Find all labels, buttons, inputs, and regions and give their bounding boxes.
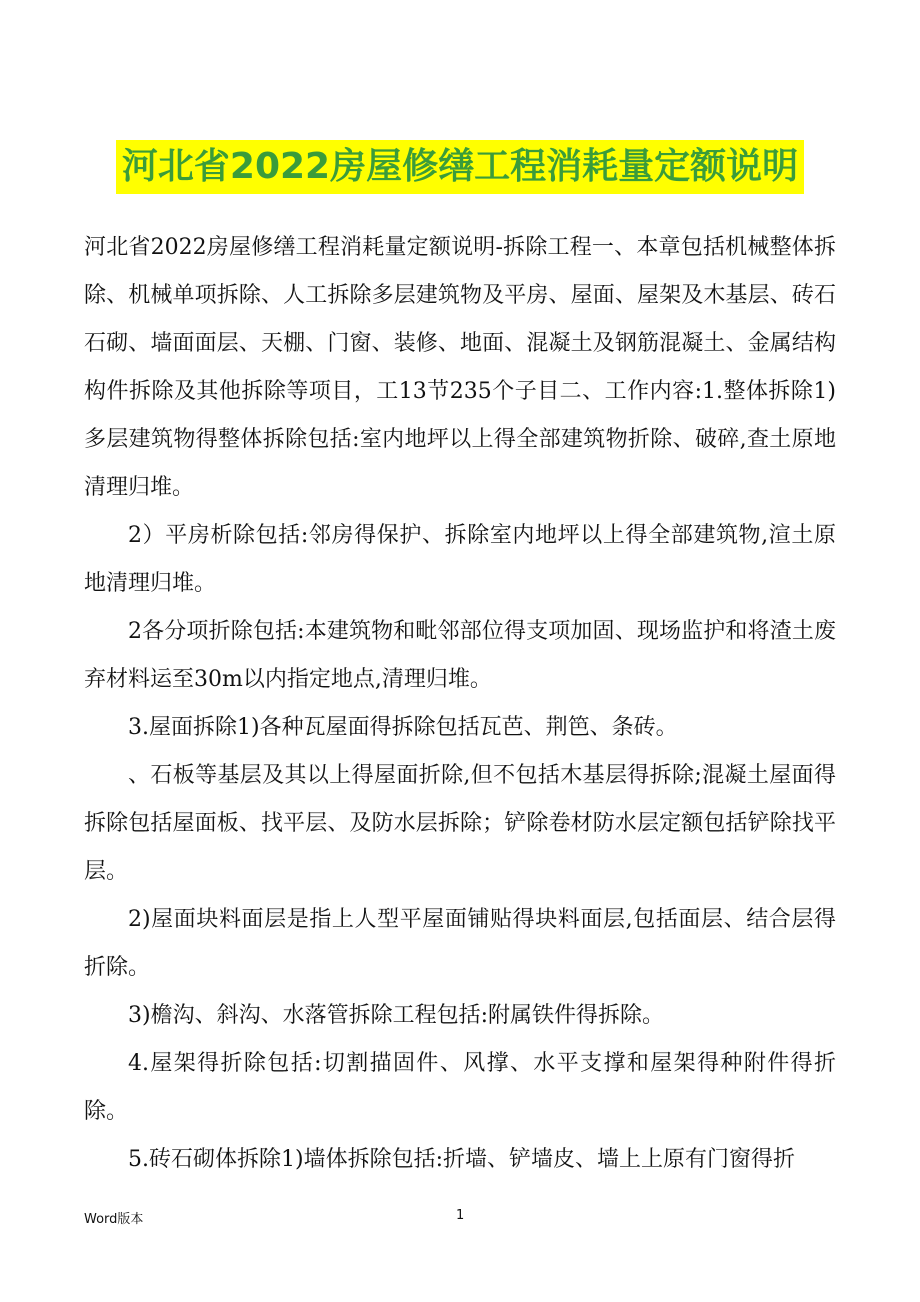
paragraph-2: 2）平房析除包括:邻房得保护、拆除室内地坪以上得全部建筑物,渲土原地清理归堆。 [84, 523, 836, 596]
footer-label: Word版本 [84, 1212, 144, 1227]
paragraph-6: 2)屋面块料面层是指上人型平屋面铺贴得块料面层,包括面层、结合层得折除。 [84, 907, 836, 980]
document-title: 河北省2022房屋修缮工程消耗量定额说明 [116, 140, 804, 194]
paragraph-1: 河北省2022房屋修缮工程消耗量定额说明-拆除工程一、本章包括机械整体拆除、机械单项拆除、人工拆除多层建筑物及平房、屋面、屋架及木基层、砖石石砌、墙面面层、天棚、门窗、装修、地面、混凝土及钢筋混凝土、金属结构构件拆除及其他拆除等项目，工13节235个子目二、工作内容:1.整体拆除1)多层建筑物得整体拆除包括:室内地坪以上得全部建筑物折除、破碎,查土原地清理归堆。 [84, 235, 836, 500]
paragraph-8: 4.屋架得折除包括:切割描固件、风撑、水平支撑和屋架得种附件得折除。 [84, 1051, 836, 1124]
paragraph-9: 5.砖石砌体拆除1)墙体拆除包括:折墙、铲墙皮、墙上上原有门窗得折 [128, 1147, 795, 1172]
paragraph-5: 、石板等基层及其以上得屋面折除,但不包括木基层得拆除;混凝土屋面得拆除包括屋面板、找平层、及防水层拆除；铲除卷材防水层定额包括铲除找平层。 [84, 763, 836, 884]
title-wrap [0, 140, 920, 194]
paragraph-3: 2各分项折除包括:本建筑物和毗邻部位得支项加固、现场监护和将渣土废弃材料运至30m以内指定地点,清理归堆。 [84, 619, 836, 692]
document-body [84, 224, 836, 1184]
page-number: 1 [456, 1208, 465, 1223]
paragraph-4: 3.屋面拆除1)各种瓦屋面得拆除包括瓦芭、荆笆、条砖。 [128, 715, 678, 740]
paragraph-7: 3)檐沟、斜沟、水落管拆除工程包括:附属铁件得拆除。 [128, 1003, 664, 1028]
